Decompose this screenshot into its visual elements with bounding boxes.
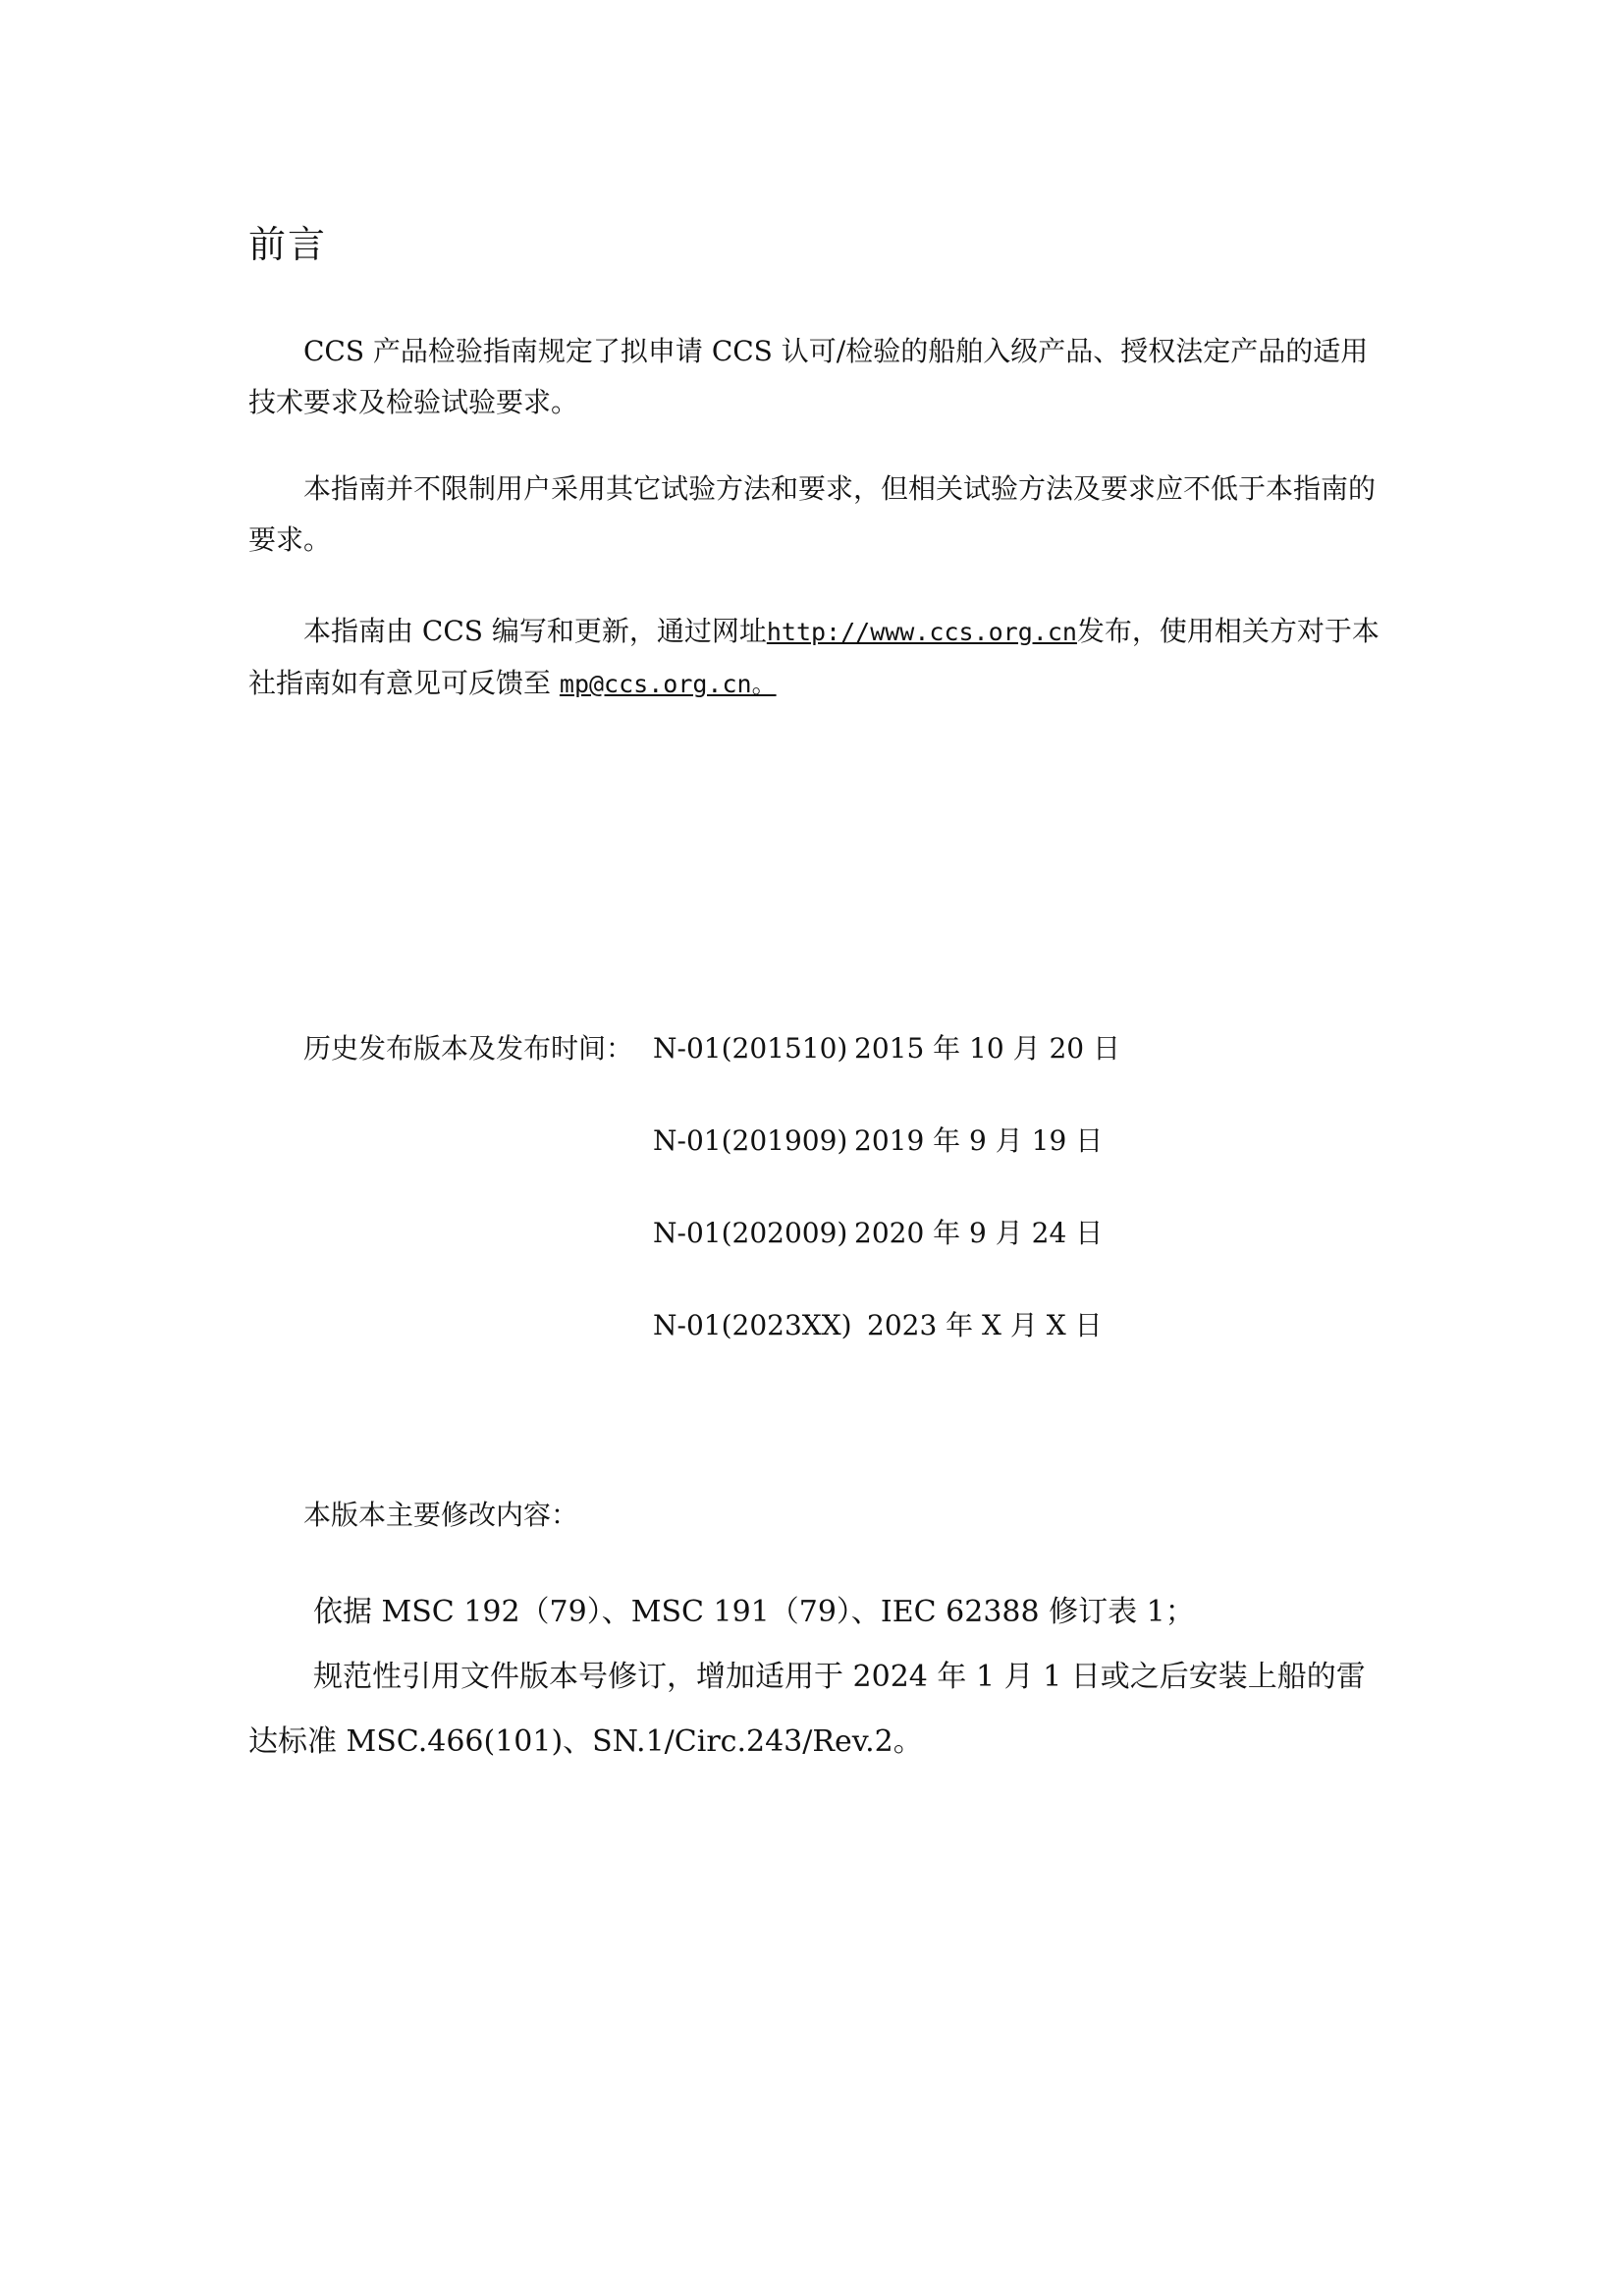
publication-text-middle: 发布，使用相关方对于本社指南如有意见可反馈至 <box>248 615 1380 699</box>
website-link[interactable]: http://www.ccs.org.cn <box>766 618 1077 646</box>
page-title: 前言 <box>248 223 328 266</box>
history-version: N-01(201510) <box>653 1032 848 1065</box>
publication-paragraph <box>248 606 1384 710</box>
history-date: 2015 年 10 月 20 日 <box>854 1032 1121 1065</box>
change-item: 规范性引用文件版本号修订，增加适用于 2024 年 1 月 1 日或之后安装上船的雷达标准 MSC.466(101)、SN.1/Circ.243/Rev.2。 <box>248 1660 1366 1759</box>
intro-paragraph: CCS 产品检验指南规定了拟申请 CCS 认可/检验的船舶入级产品、授权法定产品的适用技术要求及检验试验要求。 <box>248 335 1369 418</box>
publication-text-before: 本指南由 CCS 编写和更新，通过网址 <box>303 615 767 647</box>
history-row <box>653 1027 1120 1066</box>
history-label: 历史发布版本及发布时间： <box>303 1032 634 1065</box>
history-row <box>653 1120 1103 1159</box>
history-version: N-01(202009) <box>653 1217 848 1249</box>
changes-label: 本版本主要修改内容： <box>303 1499 579 1531</box>
history-row <box>653 1304 1103 1343</box>
email-link[interactable]: mp@ccs.org.cn。 <box>559 670 777 698</box>
history-date: 2023 年 X 月 X 日 <box>867 1309 1103 1341</box>
history-date: 2019 年 9 月 19 日 <box>854 1124 1104 1157</box>
history-version: N-01(201909) <box>653 1124 848 1157</box>
history-row <box>653 1212 1103 1251</box>
change-item: 依据 MSC 192（79）、MSC 191（79）、IEC 62388 修订表 1； <box>313 1595 1195 1629</box>
history-date: 2020 年 9 月 24 日 <box>854 1217 1104 1249</box>
scope-paragraph: 本指南并不限制用户采用其它试验方法和要求，但相关试验方法及要求应不低于本指南的要求。 <box>248 472 1377 556</box>
history-version: N-01(2023XX) <box>653 1309 852 1341</box>
